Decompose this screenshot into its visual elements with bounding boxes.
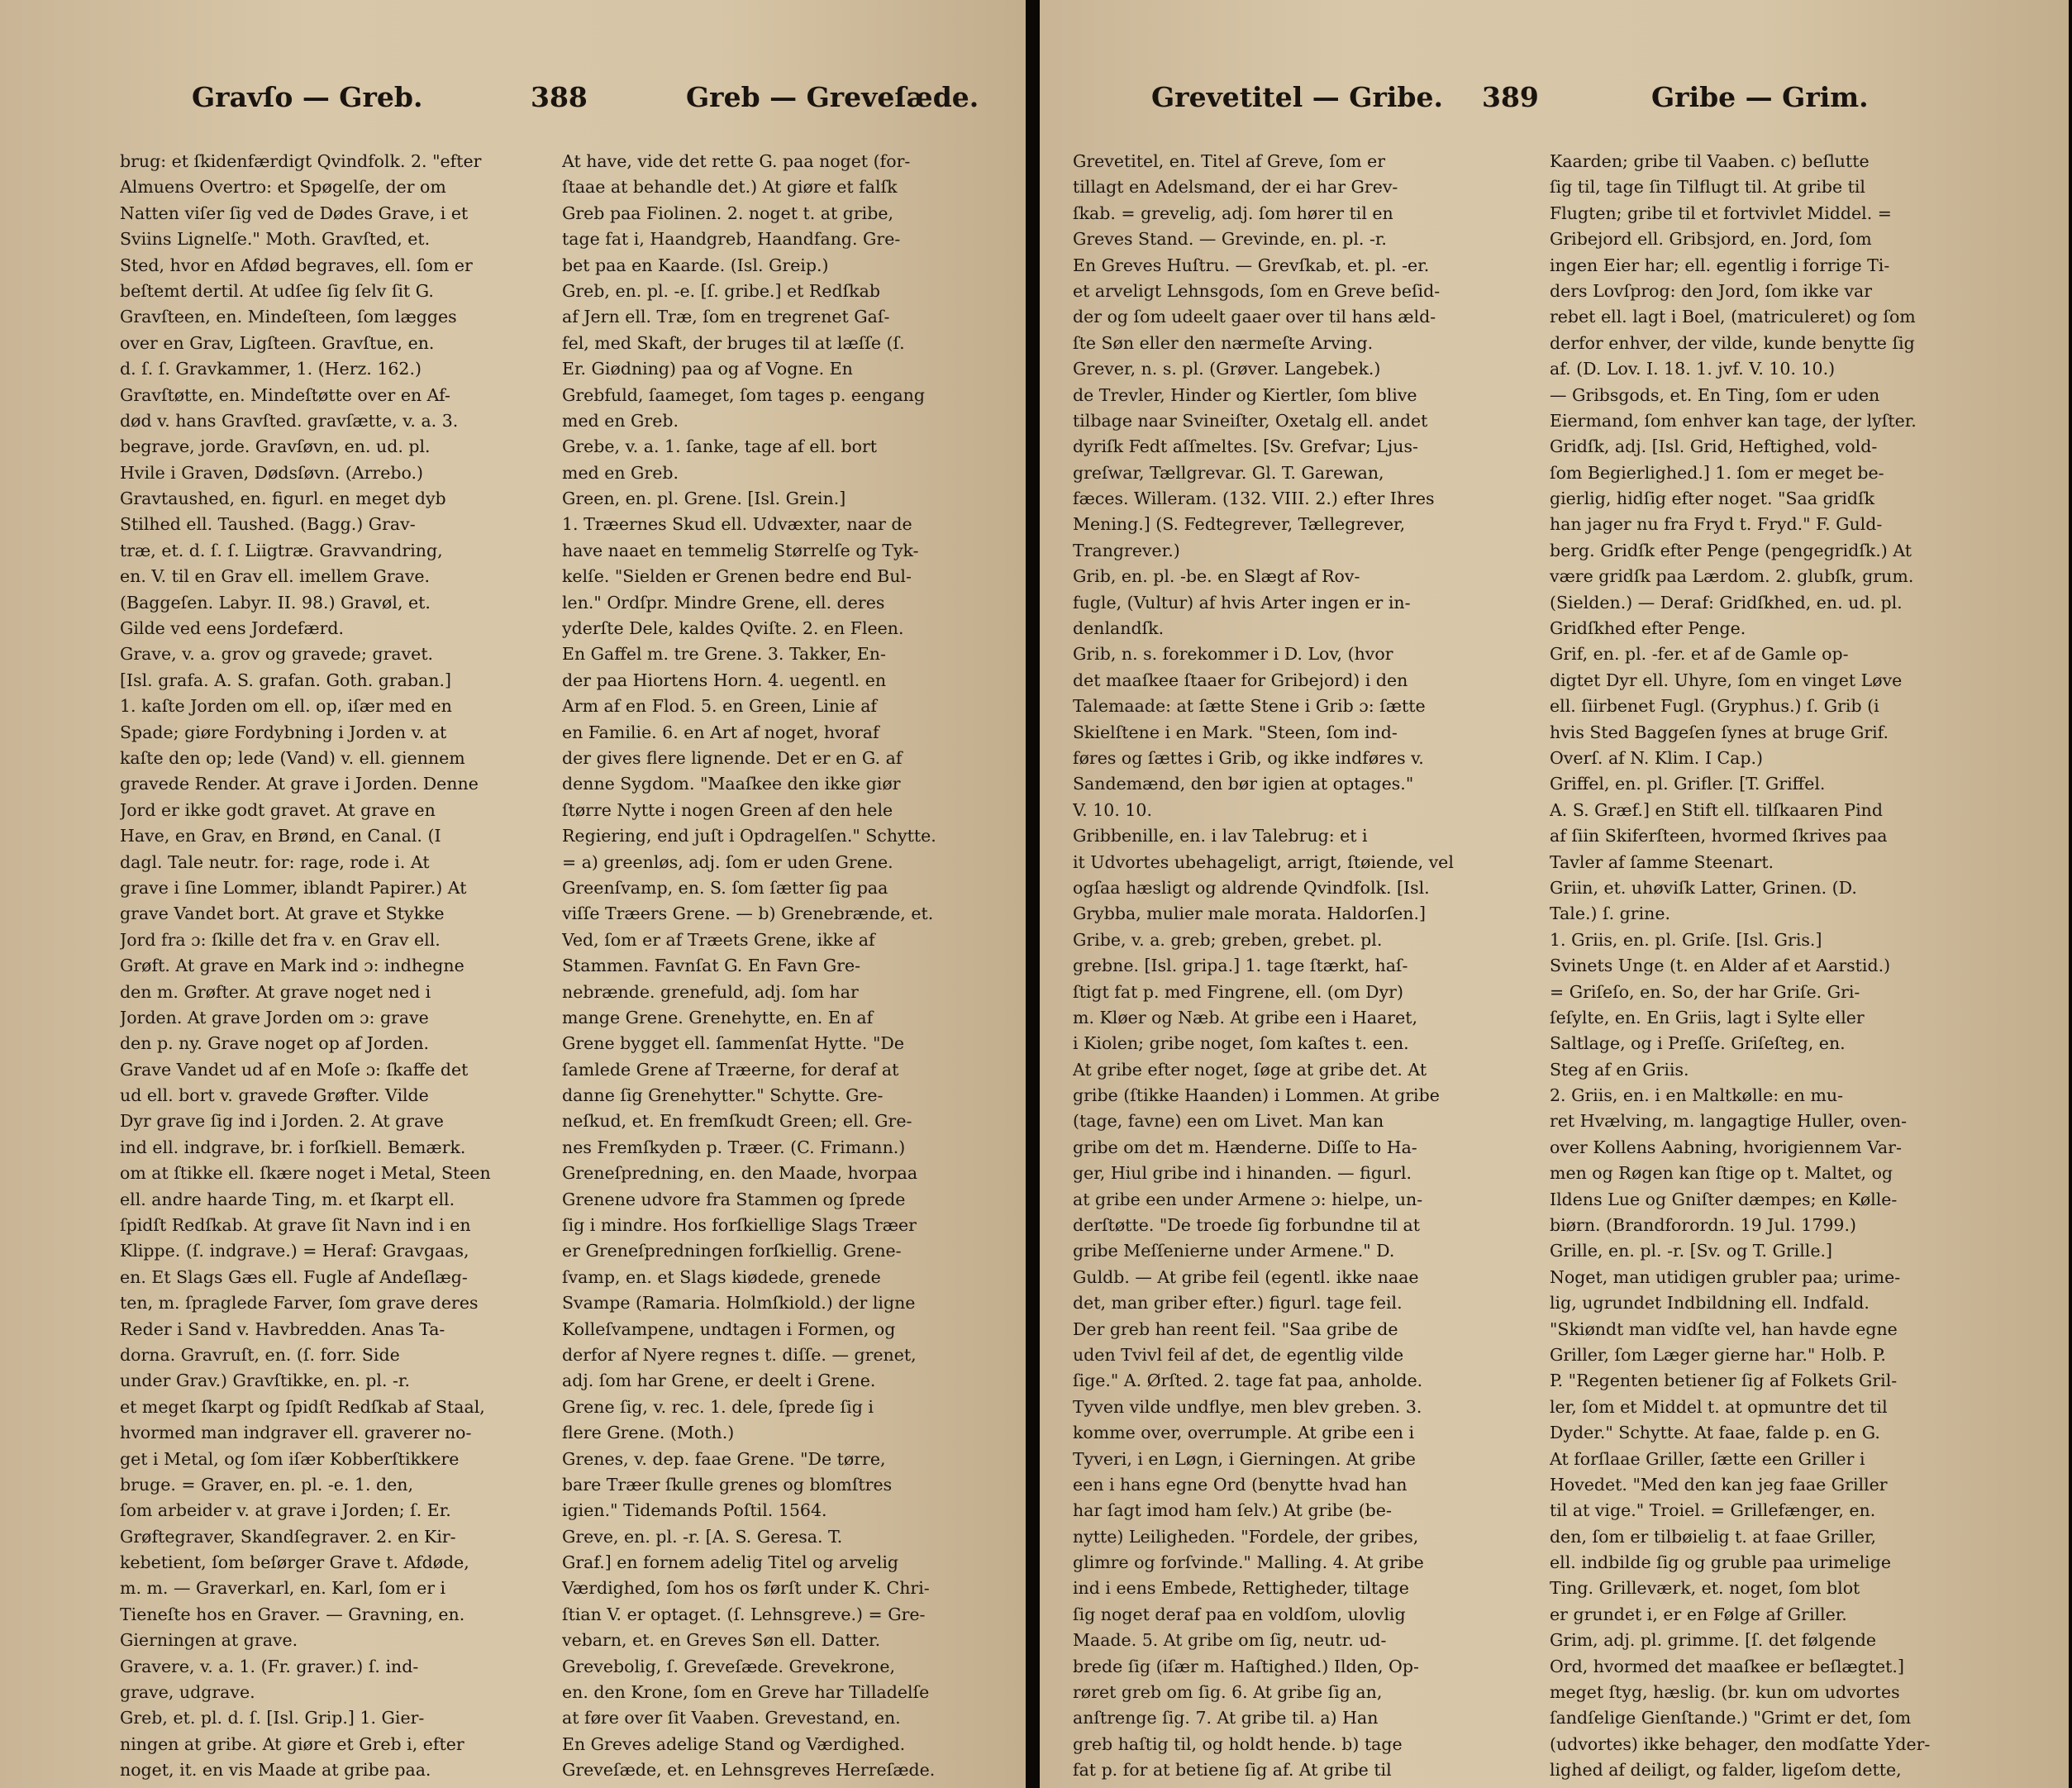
text-line: brede ſig (iſær m. Haſtighed.) Ilden, Op- xyxy=(1073,1656,1419,1676)
text-line: et meget ſkarpt og ſpidſt Redſkab af Staal, xyxy=(120,1396,485,1417)
text-line: af Jern ell. Træ, ſom en tregrenet Gaſ- xyxy=(562,307,890,327)
text-line: — Gribsgods, et. En Ting, ſom er uden xyxy=(1550,384,1880,405)
text-line: til at vige." Troiel. = Grillefænger, en. xyxy=(1550,1500,1876,1521)
text-line: Talemaade: at ſætte Stene i Grib ɔ: ſætte xyxy=(1073,696,1426,717)
text-line: ſeſylte, en. En Griis, lagt i Sylte eller xyxy=(1550,1007,1865,1028)
text-line: m. Kløer og Næb. At gribe een i Haaret, xyxy=(1073,1007,1417,1028)
text-line: Saltlage, og i Preſſe. Griſeſteg, en. xyxy=(1550,1033,1846,1054)
text-line: røret greb om ſig. 6. At gribe ſig an, xyxy=(1073,1682,1383,1703)
text-line: Gilde ved eens Jordefærd. xyxy=(120,618,345,639)
text-line: digtet Dyr ell. Uhyre, ſom en vinget Løve xyxy=(1550,670,1903,690)
text-line: ind i eens Embede, Rettigheder, tiltage xyxy=(1073,1578,1409,1599)
text-line: Almuens Overtro: et Spøgelſe, der om xyxy=(120,177,446,198)
text-line: Spade; giøre Fordybning i Jorden v. at xyxy=(120,722,447,742)
text-line: dagl. Tale neutr. for: rage, rode i. At xyxy=(120,851,430,872)
text-line: neſkud, et. En fremſkudt Green; ell. Gre- xyxy=(562,1111,912,1132)
text-line: men og Røgen kan ſtige op t. Maltet, og xyxy=(1550,1163,1893,1184)
text-line: Tavler af ſamme Steenart. xyxy=(1550,851,1774,872)
text-line: Skielſtene i en Mark. "Steen, ſom ind- xyxy=(1073,722,1398,742)
text-line: ſtigt fat p. med Fingrene, ell. (om Dyr) xyxy=(1073,981,1403,1002)
text-line: Gribe, v. a. greb; greben, grebet. pl. xyxy=(1073,929,1383,950)
text-line: adj. ſom har Grene, er deelt i Grene. xyxy=(562,1371,876,1391)
text-line: Griin, et. uhøviſk Latter, Grinen. (D. xyxy=(1550,877,1857,898)
text-line: Gierningen at grave. xyxy=(120,1630,298,1651)
text-line: er Greneſpredningen forſkiellig. Grene- xyxy=(562,1241,902,1261)
text-line: Kaarden; gribe til Vaaben. c) beſlutte xyxy=(1550,151,1870,171)
text-line: Grim, adj. pl. grimme. [ſ. det følgende xyxy=(1550,1630,1876,1651)
text-line: (udvortes) ikke behager, den modſatte Yder- xyxy=(1550,1733,1931,1754)
text-line: ſig i mindre. Hos forſkiellige Slags Træer xyxy=(562,1215,917,1236)
text-line: At have, vide det rette G. paa noget (for- xyxy=(562,151,911,171)
text-line: Grøft. At grave en Mark ind ɔ: indhegne xyxy=(120,956,464,976)
text-line: Sted, hvor en Afdød begraves, ell. ſom er xyxy=(120,255,473,275)
text-line: Stilhed ell. Taushed. (Bagg.) Grav- xyxy=(120,514,416,535)
text-line: Er. Giødning) paa og af Vogne. En xyxy=(562,359,853,379)
text-line: af ſiin Skiferſteen, hvormed ſkrives paa xyxy=(1550,826,1888,846)
text-line: Tyven vilde undflye, men blev greben. 3. xyxy=(1073,1396,1422,1417)
text-line: ſandſelige Gienſtande.) "Grimt er det, ſom xyxy=(1550,1708,1912,1728)
text-line: P. "Regenten betiener ſig af Folkets Gril- xyxy=(1550,1371,1898,1391)
text-line: brug: et ſkidenfærdigt Qvindfolk. 2. "efter xyxy=(120,151,482,171)
text-line: Der greb han reent feil. "Saa gribe de xyxy=(1073,1318,1398,1339)
text-line: = a) greenløs, adj. ſom er uden Grene. xyxy=(562,851,893,872)
text-line: biørn. (Brandforordn. 19 Jul. 1799.) xyxy=(1550,1215,1856,1236)
right-page-header xyxy=(1040,81,2069,131)
text-line: danne ſig Grenehytter." Schytte. Gre- xyxy=(562,1085,884,1106)
text-line: dyriſk Fedt aſſmeltes. [Sv. Grefvar; Ljus- xyxy=(1073,436,1418,457)
right-page xyxy=(1040,0,2069,1788)
text-line: en Familie. 6. en Art af noget, hvoraf xyxy=(562,722,879,742)
text-line: Gribejord ell. Gribsjord, en. Jord, ſom xyxy=(1550,229,1872,250)
text-line: Grybba, mulier male morata. Haldorſen.] xyxy=(1073,904,1426,924)
text-line: Grevebolig, ſ. Greveſæde. Grevekrone, xyxy=(562,1656,895,1676)
text-line: død v. hans Gravſted. gravſætte, v. a. 3. xyxy=(120,410,459,431)
text-line: der og ſom udeelt gaaer over til hans æld- xyxy=(1073,307,1436,327)
text-line: igien." Tidemands Poſtil. 1564. xyxy=(562,1500,827,1521)
text-line: kelſe. "Sielden er Grenen bedre end Bul- xyxy=(562,566,912,587)
text-line: den m. Grøfter. At grave noget ned i xyxy=(120,981,431,1002)
text-line: Svampe (Ramaria. Holmſkiold.) der ligne xyxy=(562,1293,916,1314)
text-line: Eiermand, ſom enhver kan tage, der lyſter. xyxy=(1550,410,1917,431)
text-line: Noget, man utidigen grubler paa; urime- xyxy=(1550,1266,1901,1287)
book-gutter xyxy=(1026,0,1040,1788)
text-line: Grebe, v. a. 1. ſanke, tage af ell. bort xyxy=(562,436,878,457)
text-line: Overſ. af N. Klim. I Cap.) xyxy=(1550,747,1763,768)
text-line: 2. Griis, en. i en Maltkølle: en mu- xyxy=(1550,1085,1844,1106)
text-line: Grib, en. pl. -be. en Slægt af Rov- xyxy=(1073,566,1360,587)
text-line: Graf.] en fornem adelig Titel og arvelig xyxy=(562,1552,899,1573)
text-line: Grene bygget ell. ſammenſat Hytte. "De xyxy=(562,1033,904,1054)
right-page-column-1 xyxy=(1073,149,1523,1784)
text-line: m. m. — Graverkarl, en. Karl, ſom er i xyxy=(120,1578,446,1599)
text-line: derfor enhver, der vilde, kunde benytte ſig xyxy=(1550,332,1915,353)
right-header-guideword-start: Grevetitel — Gribe. xyxy=(1151,81,1443,113)
text-line: fugle, (Vultur) af hvis Arter ingen er in- xyxy=(1073,592,1411,613)
text-line: Arm af en Flod. 5. en Green, Linie af xyxy=(562,696,878,717)
text-line: om at ſtikke ell. ſkære noget i Metal, Steen xyxy=(120,1163,491,1184)
text-line: Guldb. — At gribe feil (egentl. ikke naae xyxy=(1073,1266,1419,1287)
text-line: nytte) Leiligheden. "Fordele, der gribes, xyxy=(1073,1526,1419,1547)
text-line: ingen Eier har; ell. egentlig i forrige Ti- xyxy=(1550,255,1890,275)
text-line: denlandſk. xyxy=(1073,618,1165,639)
text-line: Trangrever.) xyxy=(1073,540,1180,560)
text-line: ell. andre haarde Ting, m. et ſkarpt ell. xyxy=(120,1189,455,1209)
text-line: ſamlede Grene af Træerne, for deraf at xyxy=(562,1059,899,1080)
text-line: dorna. Gravruſt, en. (ſ. forr. Side xyxy=(120,1344,400,1365)
text-line: Gribbenille, en. i lav Talebrug: et i xyxy=(1073,826,1368,846)
text-line: Gravſtøtte, en. Mindeſtøtte over en Af- xyxy=(120,384,450,405)
text-line: [Isl. grafa. A. S. grafan. Goth. graban.] xyxy=(120,670,451,690)
text-line: d. ſ. ſ. Gravkammer, 1. (Herz. 162.) xyxy=(120,359,422,379)
text-line: een i hans egne Ord (benytte hvad han xyxy=(1073,1474,1408,1495)
text-line: get i Metal, og ſom iſær Kobberſtikkere xyxy=(120,1448,460,1469)
left-page xyxy=(0,0,1026,1788)
text-line: Dyder." Schytte. At faae, falde p. en G. xyxy=(1550,1423,1880,1443)
text-line: Jorden. At grave Jorden om ɔ: grave xyxy=(120,1007,429,1028)
text-line: ſte Søn eller den nærmeſte Arving. xyxy=(1073,332,1374,353)
text-line: ind ell. indgrave, br. i forſkiell. Bemærk. xyxy=(120,1137,466,1157)
text-line: de Trevler, Hinder og Kiertler, ſom blive xyxy=(1073,384,1417,405)
text-line: En Gaffel m. tre Grene. 3. Takker, En- xyxy=(562,644,886,665)
text-line: (tage, favne) een om Livet. Man kan xyxy=(1073,1111,1384,1132)
text-line: har ſagt imod ham ſelv.) At gribe (be- xyxy=(1073,1500,1392,1521)
text-line: lig, ugrundet Indbildning ell. Indfald. xyxy=(1550,1293,1870,1314)
text-line: tillagt en Adelsmand, der ei har Grev- xyxy=(1073,177,1398,198)
text-line: kebetient, ſom beſørger Grave t. Afdøde, xyxy=(120,1552,469,1573)
text-line: Værdighed, ſom hos os førſt under K. Chri- xyxy=(562,1578,930,1599)
text-line: Green, en. pl. Grene. [Isl. Grein.] xyxy=(562,489,846,509)
text-line: Maade. 5. At gribe om ſig, neutr. ud- xyxy=(1073,1630,1387,1651)
text-line: bet paa en Kaarde. (Isl. Greip.) xyxy=(562,255,829,275)
text-line: Jord fra ɔ: ſkille det fra v. en Grav ell. xyxy=(120,929,441,950)
text-line: Regiering, end juſt i Opdragelſen." Schytte. xyxy=(562,826,936,846)
text-line: ſig til, tage ſin Tilflugt til. At gribe til xyxy=(1550,177,1865,198)
text-line: komme over, overrumple. At gribe een i xyxy=(1073,1423,1415,1443)
text-line: over Kollens Aabning, hvorigiennem Var- xyxy=(1550,1137,1902,1157)
text-line: ſtian V. er optaget. (ſ. Lehnsgreve.) = Gre- xyxy=(562,1604,926,1624)
right-page-number: 389 xyxy=(1482,81,1539,113)
text-line: V. 10. 10. xyxy=(1073,799,1152,820)
text-line: ell. indbilde ſig og gruble paa urimelige xyxy=(1550,1552,1891,1573)
text-line: = Griſeſo, en. So, der har Griſe. Gri- xyxy=(1550,981,1860,1002)
text-line: Hovedet. "Med den kan jeg faae Griller xyxy=(1550,1474,1888,1495)
text-line: En Greves adelige Stand og Værdighed. xyxy=(562,1733,906,1754)
text-line: begrave, jorde. Gravſøvn, en. ud. pl. xyxy=(120,436,431,457)
text-line: ningen at gribe. At giøre et Greb i, efter xyxy=(120,1733,464,1754)
text-line: At forſlaae Griller, ſætte een Griller i xyxy=(1550,1448,1865,1469)
text-line: Dyr grave ſig ind i Jorden. 2. At grave xyxy=(120,1111,444,1132)
text-line: Steg af en Griis. xyxy=(1550,1059,1689,1080)
text-line: Gravtaushed, en. figurl. en meget dyb xyxy=(120,489,446,509)
text-line: en. Et Slags Gæs ell. Fugle af Andeſlæg- xyxy=(120,1266,468,1287)
text-line: yderſte Dele, kaldes Qviſte. 2. en Fleen. xyxy=(562,618,904,639)
text-line: mange Grene. Grenehytte, en. En af xyxy=(562,1007,874,1028)
text-line: nes Fremſkyden p. Træer. (C. Frimann.) xyxy=(562,1137,906,1157)
text-line: Grene ſig, v. rec. 1. dele, ſprede ſig i xyxy=(562,1396,874,1417)
text-line: Greb, et. pl. d. ſ. [Isl. Grip.] 1. Gier- xyxy=(120,1708,425,1728)
text-line: ſkab. = grevelig, adj. ſom hører til en xyxy=(1073,203,1393,223)
text-line: noget, it. en vis Maade at gribe paa. xyxy=(120,1760,431,1781)
text-line: ſom arbeider v. at grave i Jorden; ſ. Er. xyxy=(120,1500,451,1521)
text-line: bruge. = Graver, en. pl. -e. 1. den, xyxy=(120,1474,414,1495)
text-line: Flugten; gribe til et fortvivlet Middel. = xyxy=(1550,203,1892,223)
text-line: ud ell. bort v. gravede Grøfter. Vilde xyxy=(120,1085,429,1106)
text-line: gravede Render. At grave i Jorden. Denne xyxy=(120,774,479,794)
text-line: Tale.) ſ. grine. xyxy=(1550,904,1670,924)
text-line: "Skiøndt man vidſte vel, han havde egne xyxy=(1550,1318,1898,1339)
text-line: over en Grav, Ligſteen. Gravſtue, en. xyxy=(120,332,435,353)
text-line: 1. kaſte Jorden om ell. op, iſær med en xyxy=(120,696,452,717)
text-line: Grave Vandet ud af en Moſe ɔ: ſkaffe det xyxy=(120,1059,469,1080)
text-line: Grif, en. pl. -fer. et af de Gamle op- xyxy=(1550,644,1849,665)
text-line: len." Ordſpr. Mindre Grene, ell. deres xyxy=(562,592,885,613)
left-header-guideword-start: Gravſo — Greb. xyxy=(192,81,423,113)
text-line: greſwar, Tællgrevar. Gl. T. Garewan, xyxy=(1073,462,1384,483)
text-line: han jager nu fra Fryd t. Fryd." F. Guld- xyxy=(1550,514,1883,535)
text-line: Grenes, v. dep. faae Grene. "De tørre, xyxy=(562,1448,886,1469)
text-line: (Sielden.) — Deraf: Gridſkhed, en. ud. pl. xyxy=(1550,592,1903,613)
text-line: nebrænde. grenefuld, adj. ſom har xyxy=(562,981,859,1002)
text-line: grebne. [Isl. gripa.] 1. tage ſtærkt, haſ- xyxy=(1073,956,1408,976)
text-line: Kolleſvampene, undtagen i Formen, og xyxy=(562,1318,896,1339)
text-line: af. (D. Lov. I. 18. 1. jvf. V. 10. 10.) xyxy=(1550,359,1836,379)
text-line: denne Sygdom. "Maaſkee den ikke giør xyxy=(562,774,901,794)
text-line: at føre over ſit Vaaben. Grevestand, en. xyxy=(562,1708,901,1728)
text-line: Greve, en. pl. -r. [A. S. Geresa. T. xyxy=(562,1526,843,1547)
left-page-number: 388 xyxy=(531,81,588,113)
text-line: At gribe efter noget, ſøge at gribe det. At xyxy=(1073,1059,1427,1080)
text-line: Sviins Lignelſe." Moth. Gravſted, et. xyxy=(120,229,431,250)
text-line: ſig noget deraf paa en voldſom, ulovlig xyxy=(1073,1604,1406,1624)
text-line: ogſaa hæsligt og aldrende Qvindfolk. [Isl. xyxy=(1073,877,1430,898)
text-line: det, man griber efter.) figurl. tage feil. xyxy=(1073,1293,1403,1314)
text-line: føres og ſættes i Grib, og ikke indføres v. xyxy=(1073,747,1424,768)
text-line: være gridſk paa Lærdom. 2. glubſk, grum. xyxy=(1550,566,1914,587)
text-line: meget ſtyg, hæslig. (br. kun om udvortes xyxy=(1550,1682,1900,1703)
text-line: Grebfuld, ſaameget, ſom tages p. eengang xyxy=(562,384,925,405)
text-line: Gridſk, adj. [Isl. Grid, Heftighed, vold- xyxy=(1550,436,1878,457)
text-line: grave, udgrave. xyxy=(120,1682,255,1703)
text-line: 1. Træernes Skud ell. Udvæxter, naar de xyxy=(562,514,912,535)
text-line: Tyveri, i en Løgn, i Gierningen. At gribe xyxy=(1073,1448,1416,1469)
text-line: flere Grene. (Moth.) xyxy=(562,1423,735,1443)
text-line: Mening.] (S. Fedtegrever, Tællegrever, xyxy=(1073,514,1406,535)
text-line: it Udvortes ubehageligt, arrigt, ſtøiende, vel xyxy=(1073,851,1454,872)
text-line: Hvile i Graven, Dødsſøvn. (Arrebo.) xyxy=(120,462,423,483)
text-line: ret Hvælving, m. langagtige Huller, oven- xyxy=(1550,1111,1908,1132)
text-line: Gridſkhed efter Penge. xyxy=(1550,618,1746,639)
text-line: anſtrenge ſig. 7. At gribe til. a) Han xyxy=(1073,1708,1379,1728)
text-line: ten, m. ſpraglede Farver, ſom grave deres xyxy=(120,1293,479,1314)
text-line: ell. ſiirbenet Fugl. (Gryphus.) ſ. Grib (i xyxy=(1550,696,1879,717)
text-line: et arveligt Lehnsgods, ſom en Greve beſid- xyxy=(1073,280,1441,301)
text-line: Ord, hvormed det maaſkee er beſlægtet.] xyxy=(1550,1656,1904,1676)
text-line: med en Greb. xyxy=(562,462,679,483)
text-line: ſvamp, en. et Slags kiødede, grenede xyxy=(562,1266,881,1287)
text-line: Grenene udvore fra Stammen og ſprede xyxy=(562,1189,906,1209)
text-line: Sandemænd, den bør igien at optages." xyxy=(1073,774,1414,794)
text-line: hvis Sted Baggeſen ſynes at bruge Grif. xyxy=(1550,722,1889,742)
text-line: ſige." A. Ørſted. 2. tage fat paa, anholde. xyxy=(1073,1371,1423,1391)
text-line: ders Lovſprog: den Jord, ſom ikke var xyxy=(1550,280,1873,301)
text-line: tage fat i, Haandgreb, Haandfang. Gre- xyxy=(562,229,901,250)
text-line: A. S. Græf.] en Stift ell. tilſkaaren Pind xyxy=(1550,799,1883,820)
text-line: ſtørre Nytte i nogen Green af den hele xyxy=(562,799,893,820)
text-line: det maaſkee ſtaaer for Gribejord) i den xyxy=(1073,670,1408,690)
text-line: Tieneſte hos en Graver. — Gravning, en. xyxy=(120,1604,465,1624)
text-line: Reder i Sand v. Havbredden. Anas Ta- xyxy=(120,1318,445,1339)
text-line: derfor af Nyere regnes t. diſſe. — grenet, xyxy=(562,1344,917,1365)
left-page-column-2 xyxy=(562,149,1000,1784)
text-line: uden Tvivl feil af det, de egentlig vilde xyxy=(1073,1344,1404,1365)
text-line: grave Vandet bort. At grave et Stykke xyxy=(120,904,445,924)
text-line: træ, et. d. ſ. ſ. Liigtræ. Gravvandring, xyxy=(120,540,443,560)
text-line: Grever, n. s. pl. (Grøver. Langebek.) xyxy=(1073,359,1381,379)
right-page-column-2 xyxy=(1550,149,2000,1784)
text-line: fæces. Willeram. (132. VIII. 2.) efter Ihres xyxy=(1073,489,1435,509)
text-line: den p. ny. Grave noget op af Jorden. xyxy=(120,1033,430,1054)
text-line: Klippe. (ſ. indgrave.) = Heraf: Gravgaas, xyxy=(120,1241,469,1261)
text-line: Greves Stand. — Grevinde, en. pl. -r. xyxy=(1073,229,1387,250)
text-line: Ved, ſom er af Træets Grene, ikke af xyxy=(562,929,875,950)
text-line: Grøftegraver, Skandſegraver. 2. en Kir- xyxy=(120,1526,456,1547)
text-line: ger, Hiul gribe ind i hinanden. — figurl. xyxy=(1073,1163,1412,1184)
text-line: 1. Griis, en. pl. Griſe. [Isl. Gris.] xyxy=(1550,929,1822,950)
text-line: Jord er ikke godt gravet. At grave en xyxy=(120,799,436,820)
text-line: Gravſteen, en. Mindeſteen, ſom lægges xyxy=(120,307,457,327)
text-line: fat p. for at betiene ſig af. At gribe til xyxy=(1073,1760,1392,1781)
text-line: Svinets Unge (t. en Alder af et Aarstid.) xyxy=(1550,956,1891,976)
text-line: gribe om det m. Hænderne. Diſſe to Ha- xyxy=(1073,1137,1417,1157)
text-line: Greenſvamp, en. S. ſom ſætter ſig paa xyxy=(562,877,888,898)
left-header-guideword-end: Greb — Greveſæde. xyxy=(686,81,979,113)
text-line: i Kiolen; gribe noget, ſom kaſtes t. een. xyxy=(1073,1033,1409,1054)
text-line: Grave, v. a. grov og gravede; gravet. xyxy=(120,644,434,665)
text-line: viſſe Træers Grene. — b) Grenebrænde, et. xyxy=(562,904,934,924)
text-line: Greveſæde, et. en Lehnsgreves Herreſæde. xyxy=(562,1760,936,1781)
text-line: ler, ſom et Middel t. at opmuntre det til xyxy=(1550,1396,1888,1417)
text-line: der gives flere lignende. Det er en G. af xyxy=(562,747,903,768)
text-line: beſtemt dertil. At udſee ſig ſelv ſit G. xyxy=(120,280,434,301)
text-line: Stammen. Favnſat G. En Favn Gre- xyxy=(562,956,861,976)
text-line: vebarn, et. en Greves Søn ell. Datter. xyxy=(562,1630,881,1651)
text-line: rebet ell. lagt i Boel, (matriculeret) og ſom xyxy=(1550,307,1916,327)
text-line: Griller, ſom Læger gierne har." Holb. P. xyxy=(1550,1344,1886,1365)
text-line: under Grav.) Gravſtikke, en. pl. -r. xyxy=(120,1371,410,1391)
text-line: ſom Begierlighed.] 1. ſom er meget be- xyxy=(1550,462,1884,483)
text-line: Grib, n. s. forekommer i D. Lov, (hvor xyxy=(1073,644,1393,665)
text-line: en. V. til en Grav ell. imellem Grave. xyxy=(120,566,431,587)
text-line: hvormed man indgraver ell. graverer no- xyxy=(120,1423,472,1443)
text-line: kaſte den op; lede (Vand) v. ell. giennem xyxy=(120,747,465,768)
text-line: gribe (ſtikke Haanden) i Lommen. At gribe xyxy=(1073,1085,1440,1106)
text-line: Have, en Grav, en Brønd, en Canal. (I xyxy=(120,826,441,846)
text-line: er grundet i, er en Følge af Griller. xyxy=(1550,1604,1847,1624)
text-line: Grevetitel, en. Titel af Greve, ſom er xyxy=(1073,151,1386,171)
text-line: en. den Krone, ſom en Greve har Tilladelſe xyxy=(562,1682,930,1703)
text-line: den, ſom er tilbøielig t. at faae Griller, xyxy=(1550,1526,1877,1547)
text-line: glimre og forſvinde." Malling. 4. At gribe xyxy=(1073,1552,1424,1573)
text-line: at gribe een under Armene ɔ: hielpe, un- xyxy=(1073,1189,1423,1209)
text-line: fel, med Skaft, der bruges til at læſſe (ſ. xyxy=(562,332,905,353)
left-page-column-1 xyxy=(120,149,554,1784)
text-line: gribe Meſſenierne under Armene." D. xyxy=(1073,1241,1395,1261)
text-line: Natten viſer ſig ved de Dødes Grave, i et xyxy=(120,203,469,223)
text-line: derſtøtte. "De troede ſig forbundne til at xyxy=(1073,1215,1420,1236)
text-line: greb haſtig til, og holdt hende. b) tage xyxy=(1073,1733,1403,1754)
text-line: Ildens Lue og Gniſter dæmpes; en Kølle- xyxy=(1550,1189,1898,1209)
text-line: ſtaae at behandle det.) At giøre et falſk xyxy=(562,177,898,198)
text-line: tilbage naar Svineiſter, Oxetalg ell. andet xyxy=(1073,410,1428,431)
left-page-header xyxy=(0,81,1026,131)
text-line: bare Træer ſkulle grenes og blomſtres xyxy=(562,1474,893,1495)
text-line: grave i ſine Lommer, iblandt Papirer.) At xyxy=(120,877,467,898)
text-line: lighed af deiligt, og falder, ligeſom dette, xyxy=(1550,1760,1902,1781)
text-line: Greneſpredning, en. den Maade, hvorpaa xyxy=(562,1163,918,1184)
text-line: Grille, en. pl. -r. [Sv. og T. Grille.] xyxy=(1550,1241,1832,1261)
text-line: med en Greb. xyxy=(562,410,679,431)
text-line: (Baggeſen. Labyr. II. 98.) Gravøl, et. xyxy=(120,592,431,613)
text-line: have naaet en temmelig Størrelſe og Tyk- xyxy=(562,540,919,560)
text-line: der paa Hiortens Horn. 4. uegentl. en xyxy=(562,670,887,690)
text-line: Ting. Grilleværk, et. noget, ſom blot xyxy=(1550,1578,1860,1599)
text-line: Greb, en. pl. -e. [ſ. gribe.] et Redſkab xyxy=(562,280,880,301)
text-line: Gravere, v. a. 1. (Fr. graver.) ſ. ind- xyxy=(120,1656,419,1676)
text-line: gierlig, hidſig efter noget. "Saa gridſk xyxy=(1550,489,1875,509)
text-line: berg. Gridſk efter Penge (pengegridſk.) At xyxy=(1550,540,1912,560)
right-header-guideword-end: Gribe — Grim. xyxy=(1651,81,1869,113)
text-line: Griffel, en. pl. Grifler. [T. Griffel. xyxy=(1550,774,1826,794)
text-line: Greb paa Fiolinen. 2. noget t. at gribe, xyxy=(562,203,893,223)
text-line: ſpidſt Redſkab. At grave ſit Navn ind i en xyxy=(120,1215,471,1236)
text-line: En Greves Huſtru. — Grevſkab, et. pl. -er. xyxy=(1073,255,1430,275)
